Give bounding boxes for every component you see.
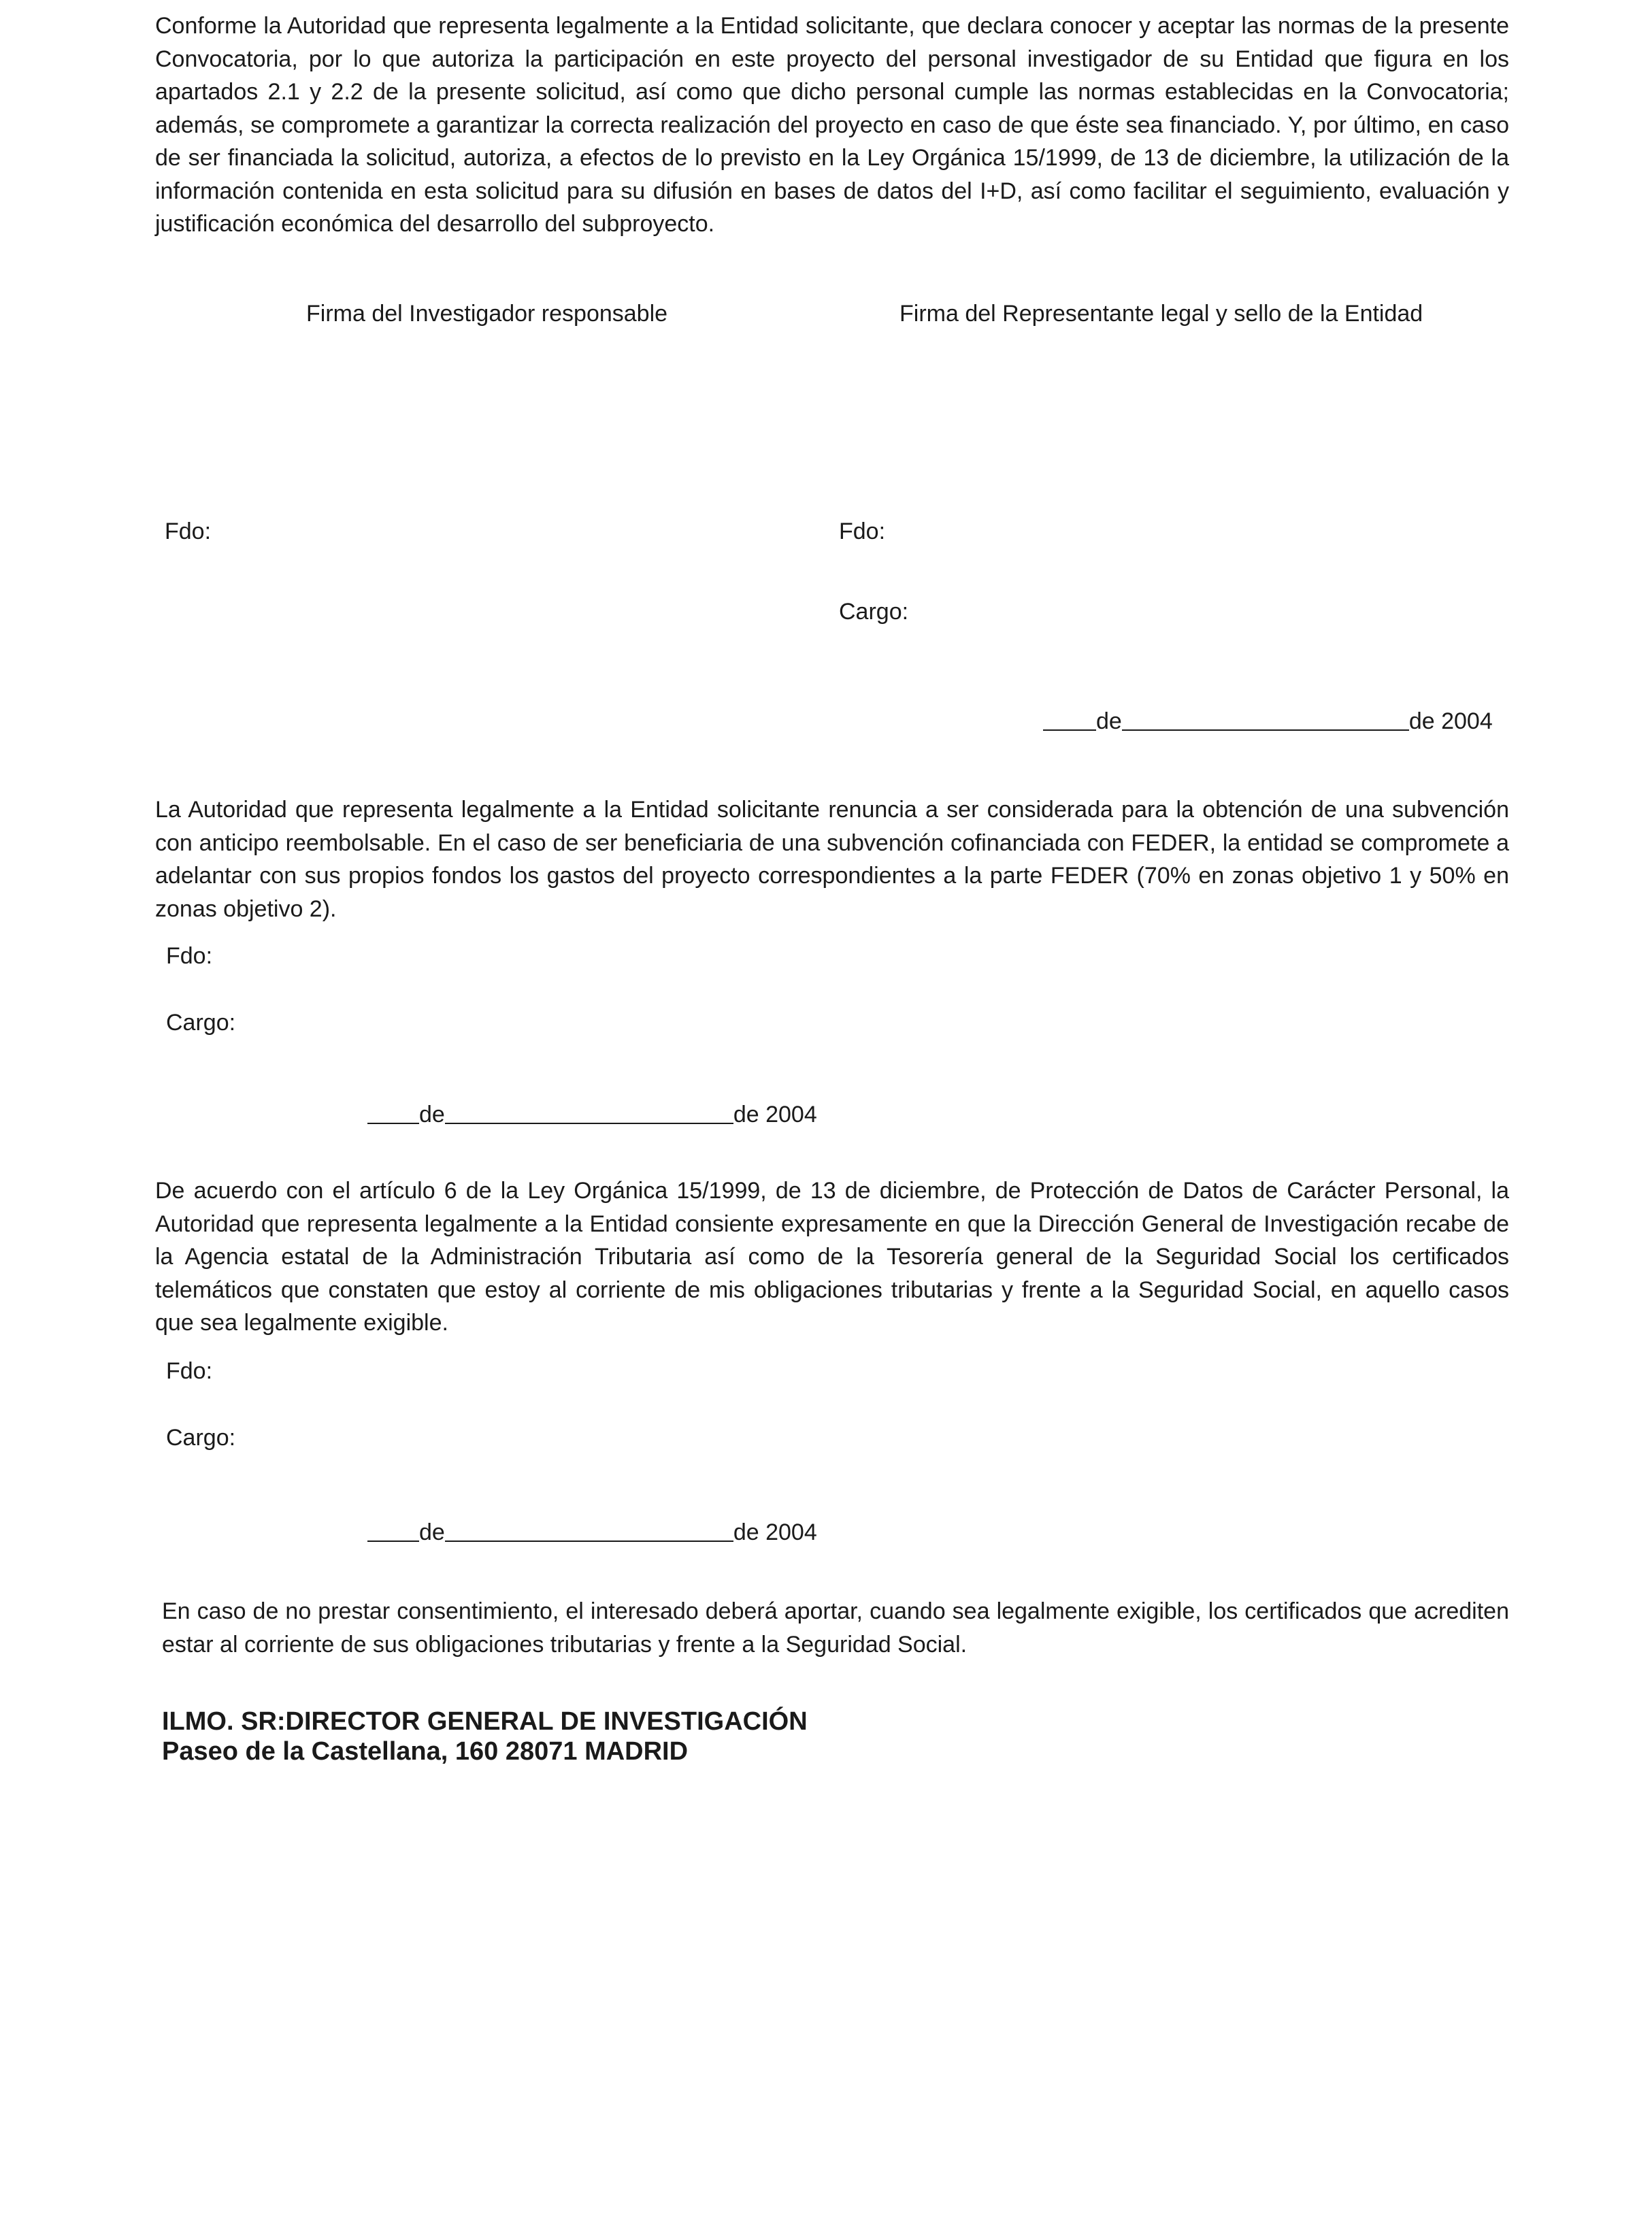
cargo-renuncia-field[interactable]: Cargo:: [166, 1010, 236, 1036]
fdo-renuncia-field[interactable]: Fdo:: [166, 943, 213, 969]
month-blank[interactable]: [445, 1517, 733, 1542]
addressee-address: Paseo de la Castellana, 160 28071 MADRID: [162, 1737, 689, 1766]
date-line-renuncia: [367, 1100, 817, 1128]
date-line-proteccion: [367, 1517, 817, 1546]
date-de-label: de: [419, 1519, 445, 1545]
renuncia-paragraph: La Autoridad que representa legalmente a la Entidad solicitante renuncia a ser considerada para la obtención de una subvención con anticipo reembolsable. En el caso de ser beneficiaria de una subvención cofinanciada con FEDER, la entidad se compromete a adelantar con sus propios fondos los gastos del proyecto correspondientes a la parte FEDER (70% en zonas objetivo 1 y 50% en zonas objetivo 2).: [155, 797, 1509, 922]
month-blank[interactable]: [445, 1100, 733, 1124]
date-line: [1043, 706, 1493, 735]
cargo-representative-field[interactable]: Cargo:: [839, 599, 909, 625]
addressee-title: ILMO. SR:DIRECTOR GENERAL DE INVESTIGACIÓN: [162, 1707, 808, 1736]
day-blank[interactable]: [367, 1517, 419, 1542]
fdo-proteccion-field[interactable]: Fdo:: [166, 1358, 213, 1384]
fdo-representative-field[interactable]: Fdo:: [839, 518, 886, 544]
date-de-label: de: [419, 1102, 445, 1127]
cargo-proteccion-field[interactable]: Cargo:: [166, 1425, 236, 1451]
fdo-investigator-field[interactable]: Fdo:: [165, 518, 212, 544]
signature-representative-label: Firma del Representante legal y sello de la Entidad: [899, 301, 1423, 327]
month-blank[interactable]: [1122, 706, 1409, 731]
signature-investigator-label: Firma del Investigador responsable: [306, 301, 668, 327]
date-de-label: de: [1096, 708, 1122, 734]
date-year-label: de 2004: [1408, 708, 1493, 734]
day-blank[interactable]: [1043, 706, 1096, 731]
consent-paragraph: Conforme la Autoridad que representa legalmente a la Entidad solicitante, que declara conocer y aceptar las normas de la presente Convocatoria, por lo que autoriza la participación en este proyecto del personal investigador de su Entidad que figura en los apartados 2.1 y 2.2 de la presente solicitud, así como que dicho personal cumple las normas establecidas en la Convocatoria; además, se compromete a garantizar la correcta realización del proyecto en caso de que éste sea financiado. Y, por último, en caso de ser financiada la solicitud, autoriza, a efectos de lo previsto en la Ley Orgánica 15/1999, de 13 de diciembre, la utilización de la información contenida en esta solicitud para su difusión en bases de datos del I+D, así como facilitar el seguimiento, evaluación y justificación económica del desarrollo del subproyecto.: [155, 13, 1509, 237]
date-year-label: de 2004: [733, 1519, 817, 1545]
day-blank[interactable]: [367, 1100, 419, 1124]
no-consent-note: En caso de no prestar consentimiento, el interesado deberá aportar, cuando sea legalmente exigible, los certificados que acrediten estar al corriente de sus obligaciones tributarias y frente a la Seguridad Social.: [162, 1598, 1509, 1658]
date-year-label: de 2004: [733, 1102, 817, 1127]
proteccion-datos-paragraph: De acuerdo con el artículo 6 de la Ley Orgánica 15/1999, de 13 de diciembre, de Protección de Datos de Carácter Personal, la Autoridad que representa legalmente a la Entidad consiente expresamente en que la Dirección General de Investigación recabe de la Agencia estatal de la Administración Tributaria así como de la Tesorería general de la Seguridad Social los certificados telemáticos que constaten que estoy al corriente de mis obligaciones tributarias y frente a la Seguridad Social, en aquello casos que sea legalmente exigible.: [155, 1178, 1509, 1336]
